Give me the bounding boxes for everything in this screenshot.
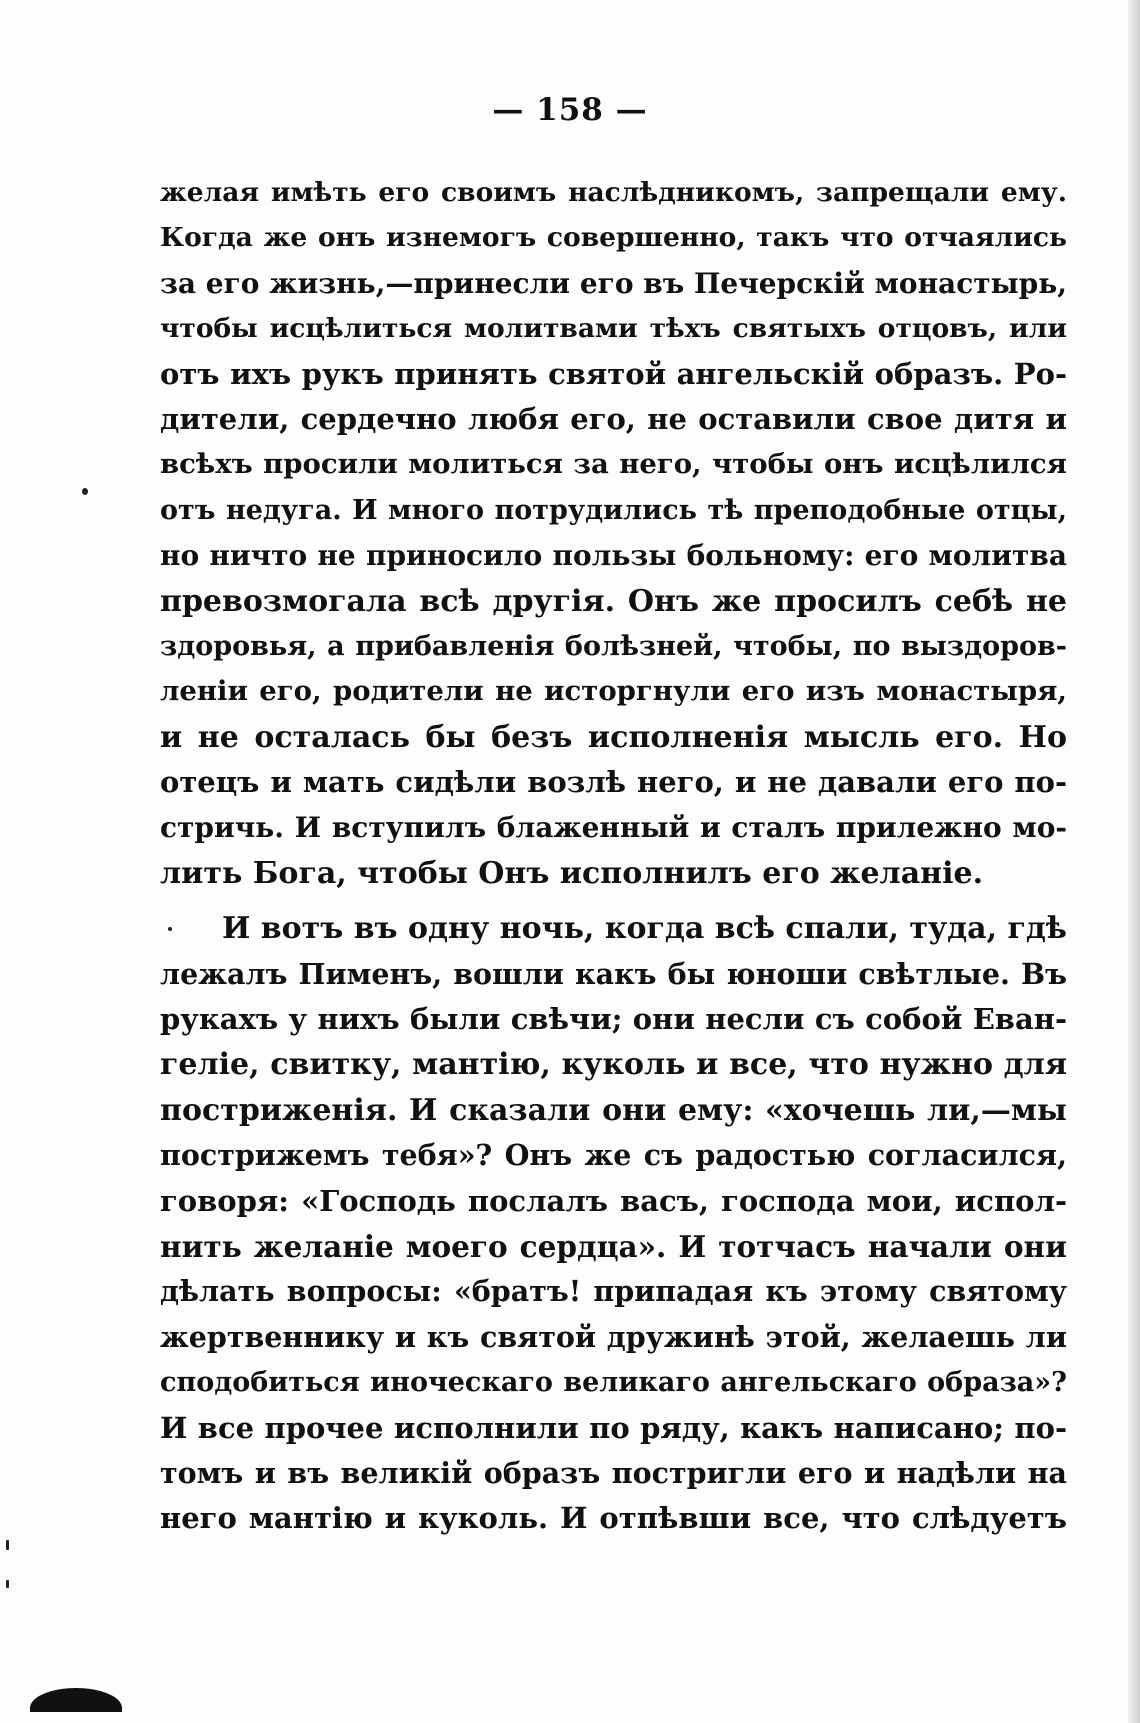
ink-speck <box>168 927 172 931</box>
body-text <box>160 170 1067 1542</box>
text-line: геліе, свитку, мантію, куколь и все, что нужно для <box>160 1047 1067 1083</box>
paragraph-2 <box>160 906 1067 1541</box>
text-line: дѣлать вопросы: «братъ! припадая къ этому святому <box>160 1274 1067 1309</box>
text-line: сподобиться иноческаго великаго ангельскаго образа»? <box>160 1367 1067 1399</box>
text-line: него мантію и куколь. И отпѣвши все, что слѣдуетъ <box>160 1501 1067 1536</box>
ink-smudge <box>30 1688 122 1712</box>
paragraph-1 <box>160 170 1067 896</box>
text-line: желая имѣть его своимъ наслѣдникомъ, запрещали ему. <box>160 177 1067 208</box>
text-line: пострижемъ тебя»? Онъ же съ радостью согласился, <box>160 1138 1067 1173</box>
text-line: лежалъ Пименъ, вошли какъ бы юноши свѣтлые. Въ <box>160 956 1067 991</box>
ink-speck <box>6 1580 9 1588</box>
text-line: дители, сердечно любя его, не оставили свое дитя и <box>160 401 1067 436</box>
text-line: леніи его, родители не исторгнули его изъ монастыря, <box>160 675 1067 708</box>
text-line: всѣхъ просили молиться за него, чтобы онъ исцѣлился <box>160 448 1067 481</box>
text-line: здоровья, а прибавленія болѣзней, чтобы, по выздоров- <box>160 630 1067 662</box>
page-number: — 158 — <box>492 92 648 128</box>
text-line: И вотъ въ одну ночь, когда всѣ спали, туда, гдѣ <box>222 911 1067 947</box>
text-line: отъ недуга. И много потрудились тѣ преподобные отцы, <box>160 494 1067 526</box>
text-line: лить Бога, чтобы Онъ исполнилъ его желаніе. <box>160 855 984 891</box>
page-edge-shadow <box>1128 0 1140 1723</box>
text-line: отъ ихъ рукъ принять святой ангельскій образъ. Ро- <box>160 356 1067 391</box>
ink-speck <box>82 488 88 495</box>
text-line: превозмогала всѣ другія. Онъ же просилъ себѣ не <box>160 583 1067 619</box>
text-line: томъ и въ великій образъ постригли его и надѣли на <box>160 1455 1067 1490</box>
ink-speck <box>6 1540 9 1550</box>
text-line: отецъ и мать сидѣли возлѣ него, и не давали его по- <box>160 765 1067 800</box>
text-line: и не осталась бы безъ исполненія мысль его. Но <box>160 719 1067 755</box>
text-line: чтобы исцѣлиться молитвами тѣхъ святыхъ отцовъ, или <box>160 313 1067 345</box>
text-line: стричь. И вступилъ блаженный и сталъ прилежно мо- <box>160 811 1067 845</box>
text-line: за его жизнь,—принесли его въ Печерскій монастырь, <box>160 266 1067 300</box>
text-line: И все прочее исполнили по ряду, какъ написано; по- <box>160 1410 1067 1445</box>
paragraph-gap <box>160 896 1067 906</box>
text-line: Когда же онъ изнемогъ совершенно, такъ что отчаялись <box>160 222 1067 254</box>
text-line: жертвеннику и къ святой дружинѣ этой, желаешь ли <box>160 1319 1067 1354</box>
text-line: нить желаніе моего сердца». И тотчасъ начали они <box>160 1228 1067 1264</box>
text-line: постриженія. И сказали они ему: «хочешь ли,—мы <box>160 1092 1067 1128</box>
text-line: но ничто не приносило пользы больному: его молитва <box>160 539 1067 573</box>
text-line: говоря: «Господь послалъ васъ, господа мои, испол- <box>160 1183 1067 1218</box>
text-line: рукахъ у нихъ были свѣчи; они несли съ собой Еван- <box>160 1002 1067 1037</box>
